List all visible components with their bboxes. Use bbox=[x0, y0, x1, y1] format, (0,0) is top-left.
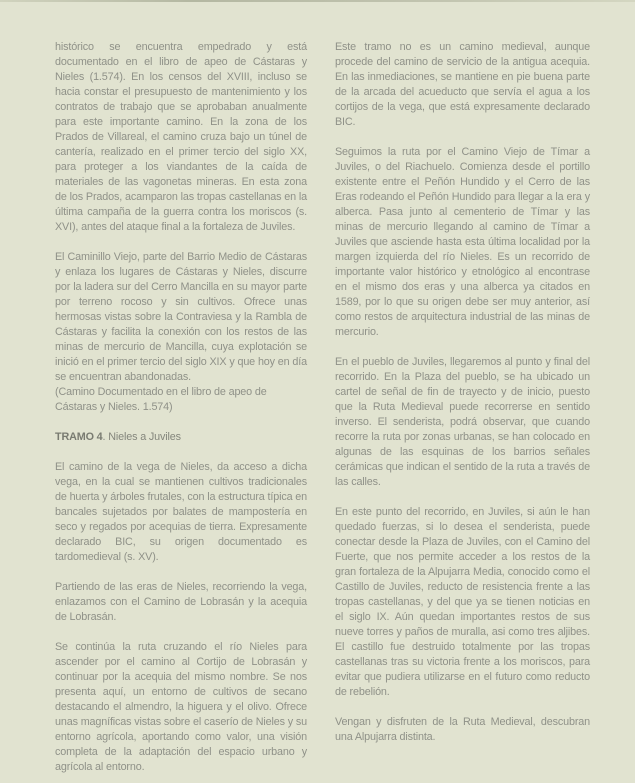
paragraph: En este punto del recorrido, en Juviles, si aún le han quedado fuerzas, si lo desea el senderista, puede conectar desde la Plaza de Juviles, con el Camino del Fuerte, que nos permite acceder a los restos de la gran fortaleza de la Alpujarra Media, conocido como el Castillo de Juviles, reducto de resistencia frente a las tropas castellanas, y del que ya se tienen noticias en el siglo IX. Aún quedan importantes restos de sus nueve torres y paños de muralla, asi como tres aljibes. El castillo fue destruido totalmente por las tropas castellanas tras su victoria frente a los moriscos, para evitar que pudiera utilizarse en el futuro como reducto de rebelión. bbox=[335, 506, 590, 698]
document-page bbox=[55, 40, 590, 775]
paragraph: histórico se encuentra empedrado y está documentado en el libro de apeo de Cástaras y Nieles (1.574). En los censos del XVIII, incluso se hacia constar el presupuesto de mantenimiento y los contratos de trabajo que se aprobaban anualmente para este importante camino. En la zona de los Prados de Villareal, el camino cruza bajo un túnel de cantería, realizado en el primer tercio del siglo XX, para proteger a los viandantes de la caída de materiales de las vagonetas mineras. En esta zona de los Prados, acamparon las tropas castellanas en la última campaña de la guerra contra los moriscos (s. XVI), antes del ataque final a la fortaleza de Juviles. bbox=[55, 41, 307, 233]
paragraph: Vengan y disfruten de la Ruta Medieval, descubran una Alpujarra distinta. bbox=[335, 716, 590, 743]
paragraph: Este tramo no es un camino medieval, aunque procede del camino de servicio de la antigua acequia. En las inmediaciones, se mantiene en pie buena parte de la arcada del acueducto que servía el agua a los cortijos de la vega, que está expresamente declarado BIC. bbox=[335, 41, 590, 128]
paragraph: En el pueblo de Juviles, llegaremos al punto y final del recorrido. En la Plaza del pueblo, se ha ubicado un cartel de señal de fin de trayecto y de inicio, puesto que la Ruta Medieval puede recorrerse en sentido inverso. El senderista, podrá observar, que cuando recorre la ruta por zonas urbanas, se han colocado en algunas de las esquinas de los barrios señales cerámicas que indican el sentido de la ruta a través de las calles. bbox=[335, 356, 590, 488]
section-heading: TRAMO 4. Nieles a Juviles bbox=[55, 431, 181, 443]
paragraph: Seguimos la ruta por el Camino Viejo de Tímar a Juviles, o del Riachuelo. Comienza desde el portillo existente entre el Peñón Hundido y el Cerro de las Eras rodeando el Peñón Hundido para llegar a la era y alberca. Pasa junto al cementerio de Tímar y las minas de mercurio llegando al camino de Tímar a Juviles que asciende hasta esta última localidad por la margen izquierda del río Nieles. Es un recorrido de importante valor histórico y etnológico al encontrase en el mismo dos eras y una alberca ya citados en 1589, por lo que su origen debe ser muy anterior, así como restos de arquitectura industrial de las minas de mercurio. bbox=[335, 146, 590, 338]
paragraph: Partiendo de las eras de Nieles, recorriendo la vega, enlazamos con el Camino de Lobrasán y la acequia de Lobrasán. bbox=[55, 581, 307, 623]
right-column bbox=[335, 40, 590, 775]
left-column bbox=[55, 40, 307, 775]
paragraph: Se continúa la ruta cruzando el río Nieles para ascender por el camino al Cortijo de Lobrasán y continuar por la acequia del mismo nombre. Se nos presenta aquí, un entorno de cultivos de secano destacando el almendro, la higuera y el olivo. Ofrece unas magníficas vistas sobre el caserío de Nieles y su entorno agrícola, aportando como valor, una visión completa de la adaptación del espacio urbano y agrícola al entorno. bbox=[55, 641, 307, 773]
section-heading-number: TRAMO 4 bbox=[55, 431, 103, 443]
paragraph: (Camino Documentado en el libro de apeo de Cástaras y Nieles. 1.574) bbox=[55, 386, 267, 413]
two-column-layout bbox=[55, 40, 590, 775]
paragraph: El camino de la vega de Nieles, da acceso a dicha vega, en la cual se mantienen cultivos tradicionales de huerta y árboles frutales, con la estructura típica en bancales sujetados por balates de mampostería en seco y regados por acequias de tierra. Expresamente declarado BIC, su origen documentado es tardomedieval (s. XV). bbox=[55, 461, 307, 563]
paragraph: El Caminillo Viejo, parte del Barrio Medio de Cástaras y enlaza los lugares de Cástaras y Nieles, discurre por la ladera sur del Cerro Mancilla en su mayor parte por terreno rocoso y sin cultivos. Ofrece unas hermosas vistas sobre la Contraviesa y la Rambla de Cástaras y facilita la conexión con los restos de las minas de mercurio de Mancilla, cuya explotación se inició en el primer tercio del siglo XIX y que hoy en día se encuentran abandonadas. bbox=[55, 251, 307, 383]
page-top-edge bbox=[0, 0, 635, 2]
